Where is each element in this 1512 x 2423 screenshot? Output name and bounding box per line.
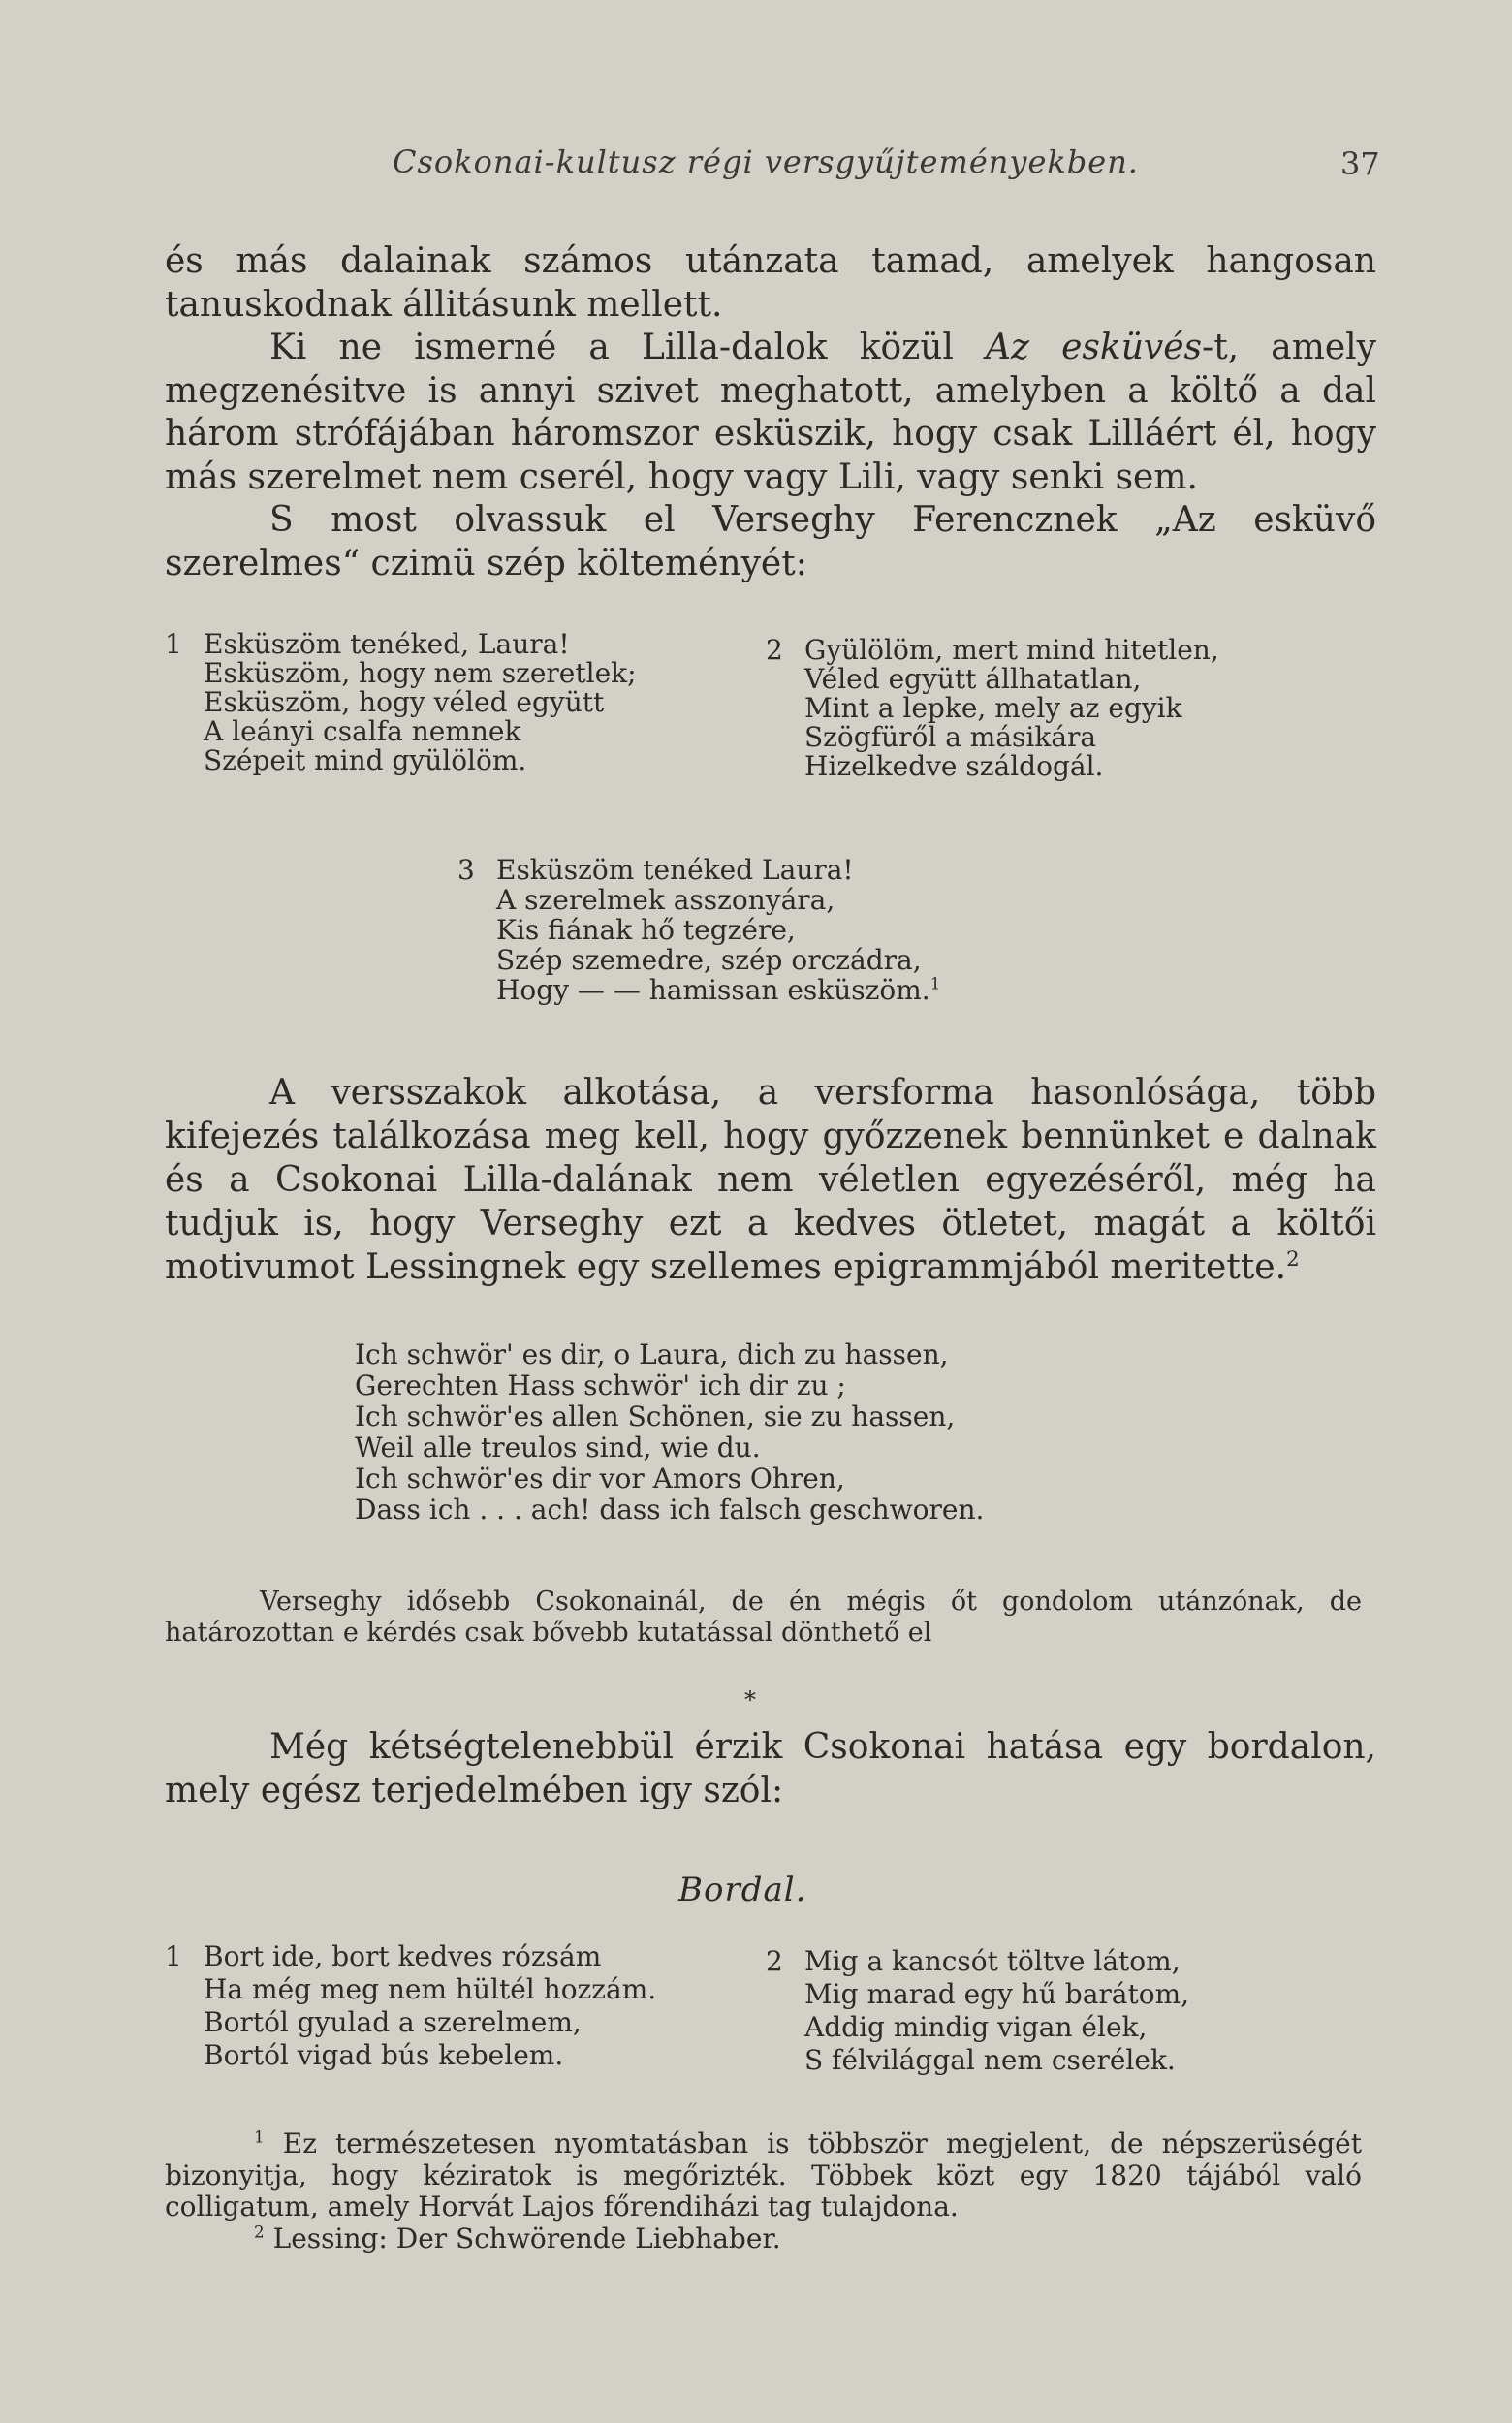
verse-line: Ich schwör' es dir, o Laura, dich zu hassen, (355, 1338, 949, 1370)
verse-line: A leányi csalfa nemnek (204, 715, 521, 747)
line-text: Bort ide, bort kedves rózsám (204, 1940, 602, 1972)
paragraph-1: és más dalainak számos utánzata tamad, amelyek hangosan tanuskodnak állitásunk mellett. (165, 241, 1376, 325)
verse-line: Weil alle treulos sind, wie du. (355, 1432, 761, 1463)
paragraph-4 (165, 1071, 1376, 1289)
german-epigram (355, 1339, 984, 1526)
verse-line (766, 636, 1219, 665)
footnotes (165, 2128, 1362, 2254)
footnote-ref: 2 (1286, 1247, 1300, 1272)
paragraph-bordal-intro (165, 1725, 1376, 1812)
verse-line: Szép szemedre, szép orczádra, (496, 944, 922, 976)
running-title: Csokonai-kultusz régi versgyűjteményekben. (393, 143, 1139, 180)
verse-line: Bortól gyulad a szerelmem, (204, 2006, 582, 2038)
line-text: Esküszöm tenéked, Laura! (204, 628, 570, 660)
line-text: Esküszöm tenéked Laura! (496, 854, 854, 886)
stanza-number: 1 (165, 1940, 182, 1972)
verse-line: Bortól vigad bús kebelem. (204, 2039, 564, 2071)
paragraph-4-text: A versszakok alkotása, a versforma hasonlósága, több kifejezés találkozása meg kell, hogy győzzenek bennünket e dalnak és a Csokonai Lilla-dalának nem véletlen egyezéséről, még ha tudjuk is, hogy Verseghy ezt a kedves ötletet, magát a költői motivumot Lessingnek egy szellemes epigrammjából meritette. (165, 1073, 1376, 1287)
footnote-text: Lessing: Der Schwörende Liebhaber. (272, 2221, 781, 2254)
verse-line (457, 855, 940, 885)
line-text: Hogy — — hamissan esküszöm. (496, 974, 930, 1006)
paragraph-2-start: Ki ne ismerné a Lilla-dalok közül (269, 328, 987, 367)
intro-paragraphs (165, 240, 1376, 585)
footnote-mark: 2 (254, 2221, 265, 2242)
verse-line: Szépeit mind gyülölöm. (204, 744, 527, 776)
inline-note (165, 1587, 1362, 1649)
note-text: Verseghy idősebb Csokonainál, de én mégis őt gondolom utánzónak, de határozottan e kérdés csak bővebb kutatással dönthető el (165, 1587, 1362, 1648)
poem-title: Bordal. (678, 1871, 807, 1909)
section-separator: * (744, 1686, 756, 1714)
verse-line: Kis fiának hő tegzére, (496, 914, 796, 946)
verse-line: Esküszöm, hogy nem szeretlek; (204, 657, 637, 689)
verse-line (766, 1945, 1189, 1978)
page-number: 37 (1340, 145, 1380, 182)
poem1-stanza-3 (457, 855, 940, 1005)
stanza-number: 2 (766, 634, 783, 666)
line-text: Mig a kancsót töltve látom, (804, 1945, 1181, 1977)
bordal-stanza-2 (766, 1945, 1189, 2077)
verse-line: Ich schwör'es allen Schönen, sie zu hassen, (355, 1400, 956, 1432)
verse-line: Addig mindig vigan élek, (804, 2011, 1148, 2043)
paragraph-2 (165, 327, 1376, 499)
verse-line: Esküszöm, hogy véled együtt (204, 686, 605, 718)
footnote-text: Ez természetesen nyomtatásban is többször megjelent, de népszerüségét bizonyitja, hogy kéziratok is megőrizték. Többek közt egy 1820 tájából való colligatum, amely Horvát Lajos főrendiházi tag tulajdona. (165, 2127, 1362, 2222)
verse-line: S félvilággal nem cserélek. (804, 2044, 1176, 2076)
verse-line: Hizelkedve száldogál. (804, 750, 1104, 782)
poem1-stanza-2 (766, 636, 1219, 781)
paragraph-2-rest: -t, amely megzenésitve is annyi szivet meghatott, amelyben a költő a dal három strófájában háromszor esküszik, hogy csak Lilláért él, hogy más szerelmet nem cserél, hogy vagy Lili, vagy senki sem. (165, 328, 1376, 497)
song-title-italic: Az esküvés (986, 328, 1203, 367)
verse-line (457, 975, 940, 1005)
bordal-stanza-1 (165, 1940, 656, 2072)
verse-line: Ha még meg nem hültél hozzám. (204, 1973, 657, 2005)
verse-line: Mint a lepke, mely az egyik (804, 692, 1182, 724)
verse-line (165, 1940, 656, 1973)
paragraph-analysis (165, 1071, 1376, 1289)
verse-line: Szögfüről a másikára (804, 721, 1097, 753)
stanza-number: 2 (766, 1945, 783, 1977)
poem1-stanza-1 (165, 630, 637, 775)
verse-line: A szerelmek asszonyára, (496, 884, 835, 916)
stanza-number: 1 (165, 628, 182, 660)
footnote-2 (165, 2223, 1362, 2255)
footnote-ref: 1 (929, 973, 941, 993)
footnote-1 (165, 2128, 1362, 2223)
paragraph-5: Még kétségtelenebbül érzik Csokonai hatása egy bordalon, mely egész terjedelmében igy szól: (165, 1727, 1376, 1810)
line-text: Gyülölöm, mert mind hitetlen, (804, 634, 1219, 666)
verse-line: Dass ich . . . ach! dass ich falsch geschworen. (355, 1494, 985, 1526)
verse-line (165, 630, 637, 659)
paragraph-3: S most olvassuk el Verseghy Ferencznek „Az esküvő szerelmes“ czimü szép költeményét: (165, 500, 1376, 583)
footnote-mark: 1 (254, 2126, 265, 2147)
verse-line: Gerechten Hass schwör' ich dir zu ; (355, 1369, 846, 1401)
verse-line: Mig marad egy hű barátom, (804, 1978, 1190, 2010)
verse-line: Véled együtt állhatatlan, (804, 663, 1142, 695)
verse-line: Ich schwör'es dir vor Amors Ohren, (355, 1463, 845, 1495)
stanza-number: 3 (457, 854, 475, 886)
